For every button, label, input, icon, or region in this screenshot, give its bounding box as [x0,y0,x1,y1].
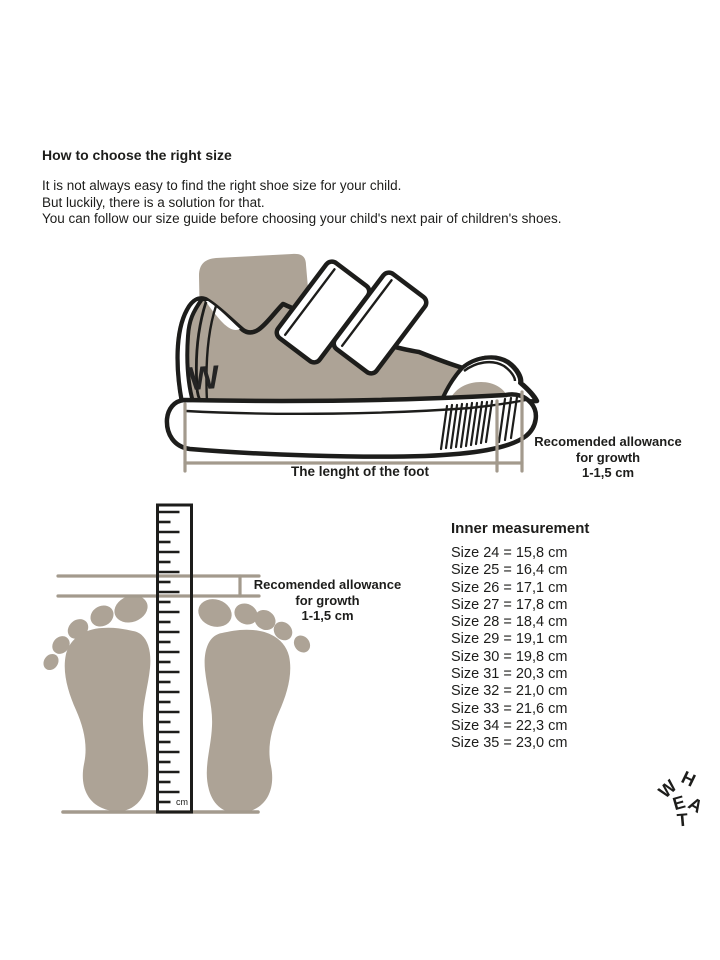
brand-letter-a: A [684,793,707,817]
ruler-ticks [158,508,192,804]
size-row: Size 34 = 22,3 cm [451,717,568,734]
growth-note-line: Recomended allowance [534,434,682,449]
shoe-sole [167,394,536,456]
intro-line: You can follow our size guide before choosing your child's next pair of children's shoes. [42,211,562,226]
size-row: Size 33 = 21,6 cm [451,700,568,717]
size-row: Size 28 = 18,4 cm [451,614,568,631]
feet-ruler-illustration [40,496,360,826]
foot-length-label: The lenght of the foot [291,464,429,479]
size-row: Size 25 = 16,4 cm [451,562,568,579]
size-row: Size 32 = 21,0 cm [451,683,568,700]
size-row: Size 24 = 15,8 cm [451,545,568,561]
size-row: Size 27 = 17,8 cm [451,596,568,613]
intro-line: It is not always easy to find the right shoe size for your child. [42,178,402,193]
ruler-unit-label: cm [176,797,188,807]
growth-note-line: for growth [575,449,641,465]
heel-logo-letter: W [186,357,221,398]
size-row: Size 31 = 20,3 cm [451,666,568,683]
growth-note-line: Recomended allowance [253,577,402,592]
size-row: Size 30 = 19,8 cm [451,648,568,665]
growth-note-line: 1-1,5 cm [301,608,354,623]
brand-letter-t: T [676,809,689,831]
size-row: Size 26 = 17,1 cm [451,579,568,596]
size-row: Size 35 = 23,0 cm [451,735,568,752]
size-chart-heading: Inner measurement [451,520,590,537]
growth-note-line: for growth [295,592,360,608]
growth-note-line: 1-1,5 cm [581,465,635,480]
intro-section [42,146,662,228]
brand-letter-w: W [654,775,681,803]
growth-allowance-note [528,434,688,481]
size-row: Size 29 = 19,1 cm [451,631,568,648]
footprint-left [40,591,151,811]
growth-allowance-note [250,577,405,624]
size-chart [451,520,671,753]
brand-letter-e: E [670,791,688,815]
intro-line: But luckily, there is a solution for that. [42,194,265,210]
page-title: How to choose the right size [42,147,232,163]
brand-letter-h: H [678,767,699,791]
footprint-right [195,595,314,813]
